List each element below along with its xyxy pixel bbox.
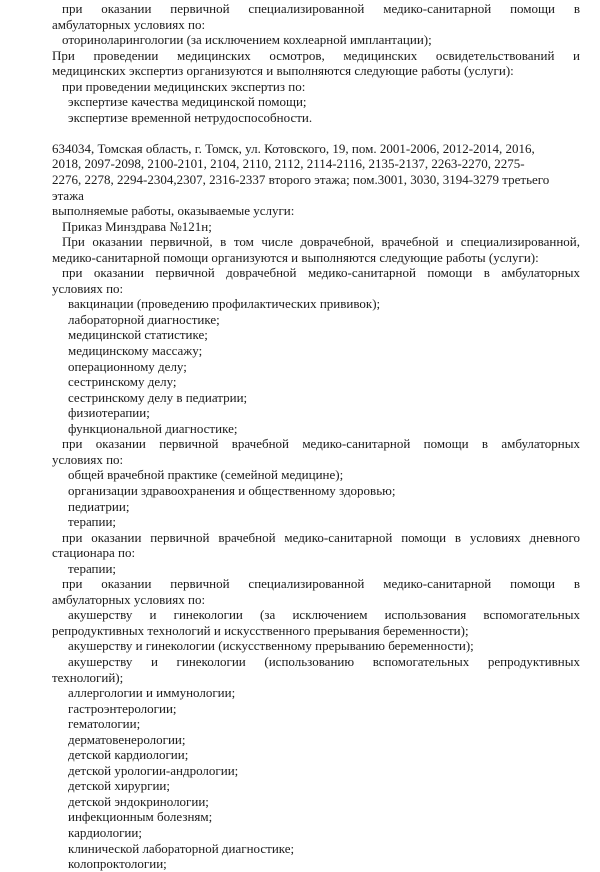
text-line: гастроэнтерологии; [68,700,177,716]
text-line: сестринскому делу в педиатрии; [68,389,248,405]
text-line: экспертизе временной нетрудоспособности. [68,109,313,125]
text-line: кардиологии; [68,824,142,840]
text-line: Приказ Минздрава №121н; [62,218,212,234]
text-line: медицинскому массажу; [68,343,203,359]
text-line: детской хирургии; [68,778,171,794]
text-line: экспертизе качества медицинской помощи; [68,94,307,110]
text-line: общей врачебной практике (семейной медицине); [68,467,344,483]
text-line: при оказании первичной специализированной медико-санитарной помощи в [62,576,580,592]
text-line: вакцинации (проведению профилактических прививок); [68,296,381,312]
text-line: операционному делу; [68,358,187,374]
text-line: гематологии; [68,716,141,732]
text-line: акушерству и гинекологии (искусственному прерыванию беременности); [68,638,474,654]
text-line: репродуктивных технологий и искусственного прерывания беременности); [52,622,469,638]
text-line: детской урологии-андрологии; [68,762,239,778]
text-line: физиотерапии; [68,405,150,421]
text-line: сестринскому делу; [68,374,177,390]
text-line: акушерству и гинекологии (использованию вспомогательных репродуктивных [68,653,580,669]
document-text [52,1,580,872]
text-line: организации здравоохранения и общественному здоровью; [68,482,396,498]
text-line: амбулаторных условиях по: [52,591,206,607]
text-line: терапии; [68,514,117,530]
text-line: оториноларингологии (за исключением кохлеарной имплантации); [62,32,432,48]
text-line: колопроктологии; [68,856,167,872]
text-line: условиях по: [52,451,124,467]
text-line: 2276, 2278, 2294-2304,2307, 2316-2337 второго этажа; пом.3001, 3030, 3194-3279 третьего [52,172,550,188]
text-line: технологий); [52,669,124,685]
text-line: медицинской статистике; [68,327,208,343]
text-line: При проведении медицинских осмотров, медицинских освидетельствований и [52,47,580,63]
text-line: медико-санитарной помощи организуются и выполняются следующие работы (услуги): [52,249,539,265]
text-line: амбулаторных условиях по: [52,16,206,32]
text-line: при оказании первичной врачебной медико-санитарной помощи в условиях дневного [62,529,580,545]
text-line: При оказании первичной, в том числе доврачебной, врачебной и специализированной, [62,234,580,250]
text-line: функциональной диагностике; [68,420,238,436]
text-line: при проведении медицинских экспертиз по: [62,78,306,94]
text-line: дерматовенерологии; [68,731,186,747]
text-line: педиатрии; [68,498,130,514]
text-line: условиях по: [52,280,124,296]
text-line: инфекционным болезням; [68,809,213,825]
text-line: этажа [52,187,84,203]
text-line: акушерству и гинекологии (за исключением использования вспомогательных [68,607,580,623]
text-line: медицинских экспертиз организуются и выполняются следующие работы (услуги): [52,63,514,79]
text-line: при оказании первичной врачебной медико-санитарной помощи в амбулаторных [62,436,580,452]
text-line: детской эндокринологии; [68,793,209,809]
text-line: детской кардиологии; [68,747,189,763]
text-line: 634034, Томская область, г. Томск, ул. Котовского, 19, пом. 2001-2006, 2012-2014, 2016, [52,140,535,156]
text-line: клинической лабораторной диагностике; [68,840,295,856]
text-line: при оказании первичной доврачебной медико-санитарной помощи в амбулаторных [62,265,580,281]
blank-line [52,125,580,141]
text-line: при оказании первичной специализированной медико-санитарной помощи в [62,1,580,16]
text-line: терапии; [68,560,117,576]
text-line: лабораторной диагностике; [68,311,220,327]
text-line: стационара по: [52,545,136,561]
text-line: выполняемые работы, оказываемые услуги: [52,203,295,219]
text-line: 2018, 2097-2098, 2100-2101, 2104, 2110, 2112, 2114-2116, 2135-2137, 2263-2270, 2275- [52,156,525,172]
text-line: аллергологии и иммунологии; [68,685,236,701]
